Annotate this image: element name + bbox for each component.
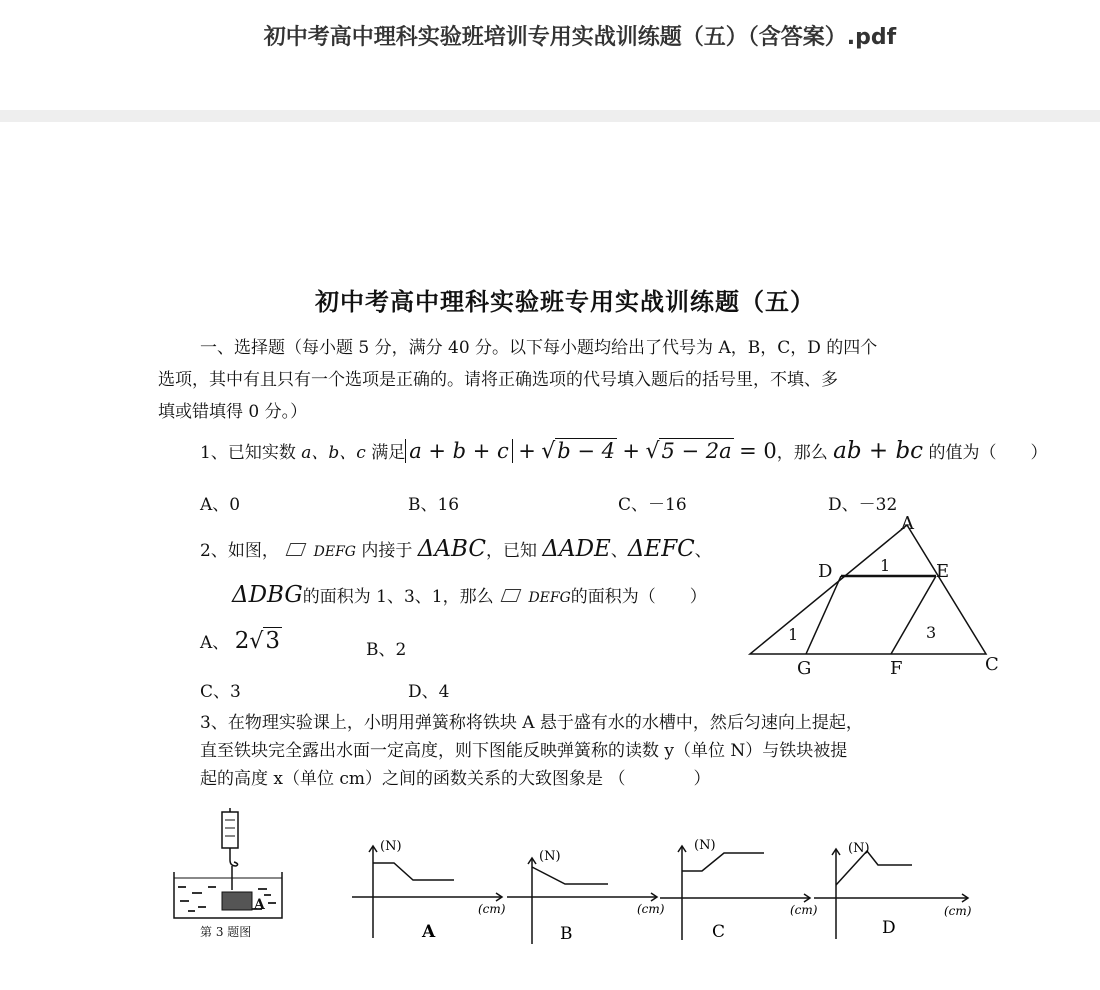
label-g: G	[797, 658, 812, 679]
curve-b	[532, 867, 608, 884]
answer-graph-d	[812, 833, 982, 943]
q1-target: ab + bc	[833, 438, 924, 464]
segment-ef	[891, 576, 936, 654]
x-unit-b: (cm)	[637, 902, 665, 916]
label-c: C	[985, 654, 999, 675]
q2-shape1: DEFG	[313, 544, 356, 560]
q2-option-b: B、2	[366, 640, 407, 660]
file-title: 初中考高中理科实验班培训专用实战训练题（五）（含答案）.pdf	[263, 25, 897, 50]
graph-label-d: D	[882, 918, 896, 938]
q2-efc: ΔEFC	[627, 536, 695, 562]
section1-line1: 一、选择题（每小题 5 分，满分 40 分。以下每小题均给出了代号为 A，B，C，D 的四个	[200, 338, 878, 358]
answer-graph-c	[658, 832, 818, 944]
q2-dbg: ΔDBG	[232, 582, 303, 608]
q2-sep1: 、	[610, 541, 628, 561]
q2-shape2: DEFG	[528, 590, 571, 606]
section1-line2: 选项，其中有且只有一个选项是正确的。请将正确选项的代号填入题后的括号里，不填、多	[158, 370, 838, 390]
title-bar	[0, 0, 1100, 111]
label-a: A	[901, 513, 914, 534]
q2-t3: 的面积为 1、3、1，那么	[302, 587, 494, 607]
apparatus-caption: 第 3 题图	[200, 925, 252, 939]
q2-opt-a-rad: 3	[265, 628, 280, 654]
triangle-figure	[740, 510, 1010, 680]
q2-option-c: C、3	[200, 682, 241, 702]
q1-vars: a、b、c	[301, 443, 366, 463]
q2-sep2: 、	[694, 541, 712, 561]
label-f: F	[890, 658, 903, 679]
segment-dg	[806, 576, 841, 654]
q1-plus2: +	[622, 439, 641, 463]
curve-c	[682, 853, 764, 871]
q1-then: ，那么	[776, 443, 828, 463]
curve-a	[373, 863, 454, 880]
q1-sqrt2: 5 − 2a	[661, 439, 732, 463]
q1-mid: 满足	[371, 443, 406, 463]
area-ade: 1	[880, 556, 891, 575]
parallelogram-icon	[501, 589, 522, 602]
answer-graph-a	[350, 830, 510, 945]
graph-label-c: C	[712, 922, 726, 942]
question-2-line1	[200, 536, 712, 562]
q1-suffix: 的值为（ ）	[928, 443, 1048, 463]
label-d: D	[818, 561, 833, 582]
section1-line3: 填或错填得 0 分。）	[158, 402, 308, 422]
y-unit-b: (N)	[539, 849, 561, 864]
x-unit-a: (cm)	[478, 902, 506, 916]
graph-label-b: B	[560, 924, 573, 944]
y-unit-a: (N)	[380, 839, 402, 854]
q1-abs-expr: a + b + c	[405, 439, 513, 463]
area-dbg: 1	[788, 625, 799, 644]
q1-sqrt1: b − 4	[557, 439, 616, 463]
y-unit-d: (N)	[848, 841, 870, 856]
q1-option-b: B、16	[408, 495, 460, 515]
toolbar-divider	[0, 110, 1100, 122]
page-heading: 初中考高中理科实验班专用实战训练题（五）	[315, 287, 815, 316]
answer-graph-b	[505, 842, 665, 947]
q2-option-d: D、4	[408, 682, 450, 702]
q3-line3: 起的高度 x（单位 cm）之间的函数关系的大致图象是 （ ）	[200, 769, 711, 789]
q2-opt-a-coef: 2	[234, 628, 250, 654]
sqrt-icon: √	[645, 439, 660, 464]
q2-abc: ΔABC	[417, 536, 486, 562]
q2-t1: 内接于	[361, 541, 413, 561]
q1-option-a: A、0	[200, 495, 241, 515]
question-1	[200, 438, 1047, 464]
x-unit-c: (cm)	[790, 903, 818, 917]
triangle-abc	[750, 525, 986, 654]
iron-block	[222, 892, 252, 910]
q1-option-c: C、－16	[618, 495, 687, 515]
hook	[230, 848, 238, 866]
q2-ade: ΔADE	[542, 536, 611, 562]
q2-opt-a-label: A、	[200, 633, 230, 653]
q1-eq: = 0	[739, 439, 777, 463]
apparatus-figure	[168, 808, 288, 948]
y-unit-c: (N)	[694, 838, 716, 853]
x-unit-d: (cm)	[944, 904, 972, 918]
sqrt-icon: √	[249, 629, 264, 654]
q2-option-a	[200, 628, 282, 654]
q1-plus: +	[518, 439, 536, 463]
q1-option-d: D、－32	[828, 495, 898, 515]
question-2-line2	[232, 582, 707, 608]
q3-line2: 直至铁块完全露出水面一定高度，则下图能反映弹簧称的读数 y（单位 N）与铁块被提	[200, 741, 848, 761]
graph-label-a: A	[422, 922, 436, 942]
parallelogram-icon	[286, 543, 307, 556]
block-label: A	[254, 897, 265, 913]
q2-t4: 的面积为（ ）	[570, 587, 707, 607]
q3-line1: 3、在物理实验课上，小明用弹簧称将铁块 A 悬于盛有水的水槽中，然后匀速向上提起，	[200, 713, 863, 733]
q1-prefix: 1、已知实数	[200, 443, 296, 463]
label-e: E	[936, 561, 950, 582]
curve-d	[836, 851, 912, 885]
area-efc: 3	[926, 623, 937, 642]
q2-prefix: 2、如图，	[200, 541, 279, 561]
q2-t2: ，已知	[485, 541, 537, 561]
sqrt-icon: √	[541, 439, 556, 464]
spring-scale	[222, 812, 238, 848]
